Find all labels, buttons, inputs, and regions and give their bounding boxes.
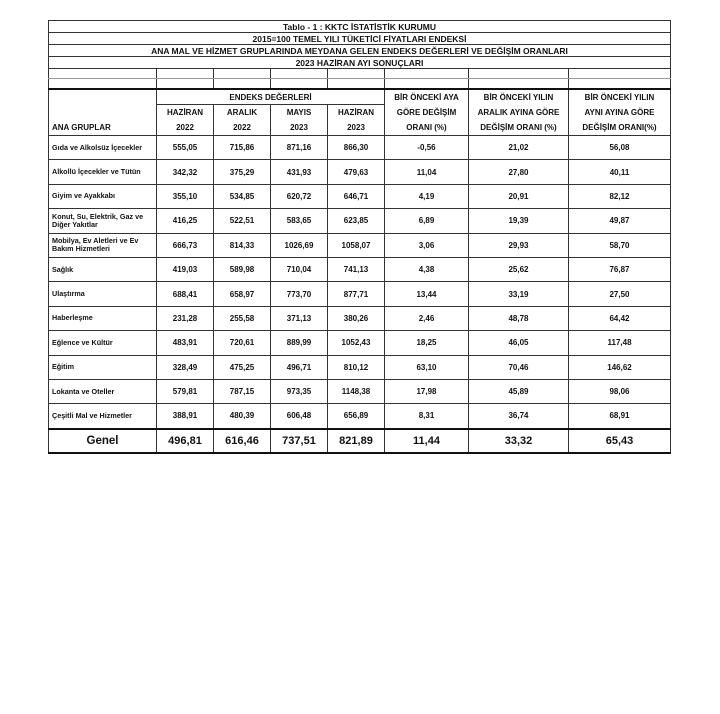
table-cell: 63,10 <box>385 355 469 379</box>
table-cell: 27,50 <box>569 282 671 306</box>
table-cell: 3,06 <box>385 233 469 257</box>
table-cell: 1052,43 <box>328 331 385 355</box>
table-cell: 146,62 <box>569 355 671 379</box>
cpi-table-sheet <box>48 20 670 454</box>
table-cell: 33,19 <box>469 282 569 306</box>
table-cell: 18,25 <box>385 331 469 355</box>
period-year: 2023 <box>271 120 328 136</box>
table-cell: 583,65 <box>271 209 328 233</box>
table-cell: 720,61 <box>214 331 271 355</box>
table-cell: 40,11 <box>569 160 671 184</box>
change-col-1-line-3: ORANI (%) <box>385 120 469 136</box>
table-cell: 8,31 <box>385 404 469 429</box>
table-cell: 255,58 <box>214 306 271 330</box>
table-cell: 656,89 <box>328 404 385 429</box>
table-cell: 231,28 <box>157 306 214 330</box>
row-label: Gıda ve Alkolsüz İçecekler <box>49 136 157 160</box>
table-row <box>49 331 671 355</box>
row-label: Konut, Su, Elektrik, Gaz ve Diğer Yakıtlar <box>49 209 157 233</box>
change-col-3-line-2: AYNI AYINA GÖRE <box>569 105 671 121</box>
row-label: Alkollü İçecekler ve Tütün <box>49 160 157 184</box>
table-cell: 48,78 <box>469 306 569 330</box>
row-label: Mobilya, Ev Aletleri ve Ev Bakım Hizmetleri <box>49 233 157 257</box>
change-col-3-line-3: DEĞİŞİM ORANI(%) <box>569 120 671 136</box>
row-label: Çeşitli Mal ve Hizmetler <box>49 404 157 429</box>
table-cell: 416,25 <box>157 209 214 233</box>
period-month: HAZİRAN <box>157 105 214 121</box>
table-cell: 4,19 <box>385 184 469 208</box>
table-row <box>49 257 671 281</box>
table-cell: 741,13 <box>328 257 385 281</box>
change-col-2-line-1: BİR ÖNCEKİ YILIN <box>469 89 569 105</box>
table-cell: 866,30 <box>328 136 385 160</box>
period-month: ARALIK <box>214 105 271 121</box>
total-row <box>49 429 671 453</box>
table-row <box>49 184 671 208</box>
table-cell: 1058,07 <box>328 233 385 257</box>
table-cell: 82,12 <box>569 184 671 208</box>
table-row <box>49 379 671 403</box>
blank-row <box>49 79 671 90</box>
table-cell: 58,70 <box>569 233 671 257</box>
table-cell: 76,87 <box>569 257 671 281</box>
title-row-4 <box>49 57 671 69</box>
table-cell: 98,06 <box>569 379 671 403</box>
table-cell: 483,91 <box>157 331 214 355</box>
table-body <box>49 136 671 429</box>
total-label: Genel <box>49 429 157 453</box>
total-cell: 616,46 <box>214 429 271 453</box>
table-cell: 589,98 <box>214 257 271 281</box>
table-cell: 688,41 <box>157 282 214 306</box>
total-cell: 33,32 <box>469 429 569 453</box>
table-cell: 375,29 <box>214 160 271 184</box>
row-label: Lokanta ve Oteller <box>49 379 157 403</box>
period-year: 2023 <box>328 120 385 136</box>
table-cell: 45,89 <box>469 379 569 403</box>
change-col-2-line-3: DEĞİŞİM ORANI (%) <box>469 120 569 136</box>
blank-row <box>49 69 671 79</box>
table-cell: 715,86 <box>214 136 271 160</box>
table-cell: 1148,38 <box>328 379 385 403</box>
row-label-header: ANA GRUPLAR <box>49 120 157 136</box>
period-month: HAZİRAN <box>328 105 385 121</box>
index-values-header: ENDEKS DEĞERLERİ <box>157 89 385 105</box>
table-cell: 431,93 <box>271 160 328 184</box>
table-cell: 46,05 <box>469 331 569 355</box>
table-cell: 56,08 <box>569 136 671 160</box>
total-cell: 11,44 <box>385 429 469 453</box>
table-cell: 579,81 <box>157 379 214 403</box>
table-cell: 371,13 <box>271 306 328 330</box>
table-cell: 70,46 <box>469 355 569 379</box>
table-cell: 787,15 <box>214 379 271 403</box>
table-cell: -0,56 <box>385 136 469 160</box>
table-row <box>49 404 671 429</box>
table-row <box>49 233 671 257</box>
table-cell: 877,71 <box>328 282 385 306</box>
table-cell: 534,85 <box>214 184 271 208</box>
header-row-1 <box>49 89 671 105</box>
table-cell: 606,48 <box>271 404 328 429</box>
table-cell: 6,89 <box>385 209 469 233</box>
table-cell: 11,04 <box>385 160 469 184</box>
table-cell: 328,49 <box>157 355 214 379</box>
table-cell: 21,02 <box>469 136 569 160</box>
table-cell: 973,35 <box>271 379 328 403</box>
table-cell: 49,87 <box>569 209 671 233</box>
table-cell: 380,26 <box>328 306 385 330</box>
table-cell: 17,98 <box>385 379 469 403</box>
total-cell: 737,51 <box>271 429 328 453</box>
table-cell: 658,97 <box>214 282 271 306</box>
table-cell: 646,71 <box>328 184 385 208</box>
table-cell: 29,93 <box>469 233 569 257</box>
row-label: Giyim ve Ayakkabı <box>49 184 157 208</box>
title-line-1: Tablo - 1 : KKTC İSTATİSTİK KURUMU <box>49 21 671 33</box>
title-line-3: ANA MAL VE HİZMET GRUPLARINDA MEYDANA GELEN ENDEKS DEĞERLERİ VE DEĞİŞİM ORANLARI <box>49 45 671 57</box>
period-month: MAYIS <box>271 105 328 121</box>
table-cell: 117,48 <box>569 331 671 355</box>
table-cell: 388,91 <box>157 404 214 429</box>
table-cell: 20,91 <box>469 184 569 208</box>
table-cell: 710,04 <box>271 257 328 281</box>
row-label: Eğitim <box>49 355 157 379</box>
table-cell: 623,85 <box>328 209 385 233</box>
table-row <box>49 282 671 306</box>
table-cell: 1026,69 <box>271 233 328 257</box>
table-row <box>49 136 671 160</box>
table-cell: 342,32 <box>157 160 214 184</box>
row-label: Ulaştırma <box>49 282 157 306</box>
table-cell: 666,73 <box>157 233 214 257</box>
total-cell: 65,43 <box>569 429 671 453</box>
table-row <box>49 209 671 233</box>
row-label: Sağlık <box>49 257 157 281</box>
table-cell: 555,05 <box>157 136 214 160</box>
title-row-2 <box>49 33 671 45</box>
change-col-3-line-1: BİR ÖNCEKİ YILIN <box>569 89 671 105</box>
row-label: Haberleşme <box>49 306 157 330</box>
table-cell: 2,46 <box>385 306 469 330</box>
table-cell: 814,33 <box>214 233 271 257</box>
title-line-4: 2023 HAZİRAN AYI SONUÇLARI <box>49 57 671 69</box>
table-cell: 68,91 <box>569 404 671 429</box>
table-cell: 25,62 <box>469 257 569 281</box>
table-cell: 355,10 <box>157 184 214 208</box>
table-cell: 19,39 <box>469 209 569 233</box>
table-row <box>49 355 671 379</box>
header-row-2 <box>49 105 671 121</box>
table-cell: 64,42 <box>569 306 671 330</box>
table-cell: 522,51 <box>214 209 271 233</box>
period-year: 2022 <box>214 120 271 136</box>
cpi-table <box>48 20 671 454</box>
table-cell: 36,74 <box>469 404 569 429</box>
title-line-2: 2015=100 TEMEL YILI TÜKETİCİ FİYATLARI ENDEKSİ <box>49 33 671 45</box>
title-row-3 <box>49 45 671 57</box>
table-cell: 480,39 <box>214 404 271 429</box>
table-cell: 4,38 <box>385 257 469 281</box>
table-cell: 620,72 <box>271 184 328 208</box>
table-cell: 13,44 <box>385 282 469 306</box>
table-row <box>49 306 671 330</box>
table-cell: 27,80 <box>469 160 569 184</box>
table-cell: 889,99 <box>271 331 328 355</box>
title-row-1 <box>49 21 671 33</box>
change-col-1-line-2: GÖRE DEĞİŞİM <box>385 105 469 121</box>
row-label: Eğlence ve Kültür <box>49 331 157 355</box>
table-cell: 479,63 <box>328 160 385 184</box>
table-cell: 419,03 <box>157 257 214 281</box>
total-cell: 496,81 <box>157 429 214 453</box>
change-col-2-line-2: ARALIK AYINA GÖRE <box>469 105 569 121</box>
table-cell: 871,16 <box>271 136 328 160</box>
table-cell: 496,71 <box>271 355 328 379</box>
table-cell: 810,12 <box>328 355 385 379</box>
change-col-1-line-1: BİR ÖNCEKİ AYA <box>385 89 469 105</box>
table-row <box>49 160 671 184</box>
table-cell: 475,25 <box>214 355 271 379</box>
period-year: 2022 <box>157 120 214 136</box>
header-row-3 <box>49 120 671 136</box>
table-cell: 773,70 <box>271 282 328 306</box>
total-cell: 821,89 <box>328 429 385 453</box>
